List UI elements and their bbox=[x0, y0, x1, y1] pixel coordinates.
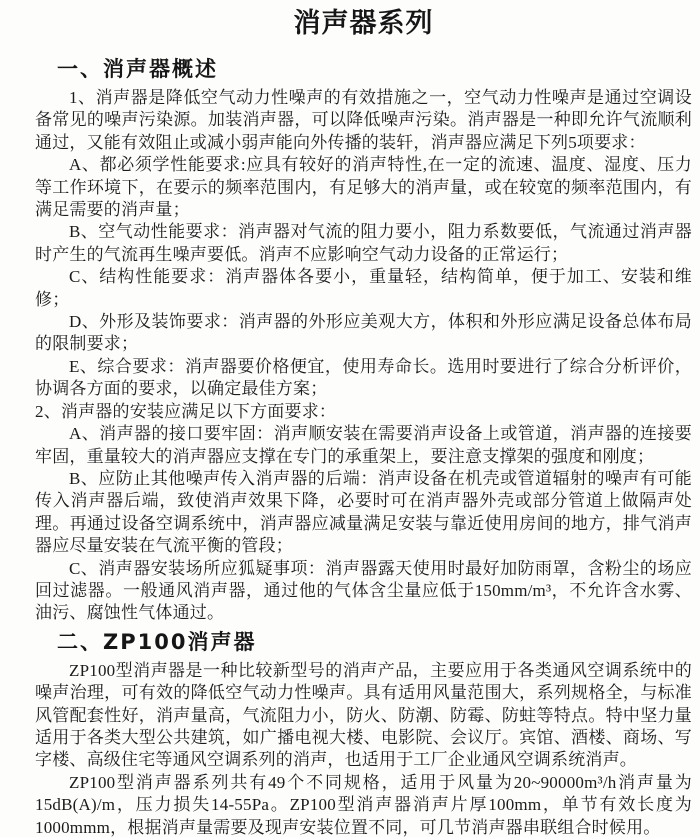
paragraph: ZP100型消声器系列共有49个不同规格，适用于风量为20~90000m³/h消声量为15dB(A)/m，压力损失14-55Pa。ZP100型消声器消声片厚100mm，单节有效长度为1000mmm，根据消声量需要及现声安装位置不同，可几节消声器串联组合时候用。 bbox=[35, 772, 692, 837]
paragraph: B、空气动性能要求：消声器对气流的阻力要小，阻力系数要低，气流通过消声器时产生的气流再生噪声要低。消声不应影响空气动力设备的正常运行； bbox=[35, 222, 692, 264]
paragraph: E、综合要求：消声器要价格便宜，使用寿命长。选用时要进行了综合分析评价，协调各方面的要求，以确定最佳方案； bbox=[35, 356, 692, 399]
paragraph: ZP100型消声器是一种比较新型号的消声产品，主要应用于各类通风空调系统中的噪声治理，可有效的降低空气动力性噪声。具有适用风量范围大，系列规格全，与标准风管配套性好，消声量高，气流阻力小，防火、防潮、防霉、防蛀等特点。特中坚力量适用于各类大型公共建筑，如广播电视大楼、电影院、会议厅。宾馆、酒楼、商场、写字楼、高级住宅等通风空调系列的消声，也适用于工厂企业通风空调系统消声。 bbox=[35, 660, 692, 770]
paragraph: B、应防止其他噪声传入消声器的后端：消声设备在机壳或管道辐射的噪声有可能传入消声器后端，致使消声效果下降，必要时可在消声器外壳或部分管道上做隔声处理。再通过设备空调系统中，消声器应减量满足安装与靠近使用房间的地方，排气消声器应尽量安装在气流平衡的管段； bbox=[35, 468, 692, 556]
paragraph: 1、消声器是降低空气动力性噪声的有效措施之一，空气动力性噪声是通过空调设备常见的噪声污染源。加装消声器，可以降低噪声污染。消声器是一种即允许气流顺利通过，又能有效阻止或减小弱声能向外传播的装轩，消声器应满足下列5项要求： bbox=[35, 88, 692, 152]
paragraph: A、消声器的接口要牢固：消声顺安装在需要消声设备上或管道，消声器的连接要牢固，重量较大的消声器应支撑在专门的承重架上，要注意支撑架的强度和刚度； bbox=[35, 424, 692, 466]
paragraph: A、都必须学性能要求:应具有较好的消声特性,在一定的流速、温度、湿度、压力等工作环境下，在要示的频率范围内，有足够大的消声量，或在较宽的频率范围内，有满足需要的消声量； bbox=[35, 155, 692, 220]
section-heading-overview: 一、消声器概述 bbox=[57, 57, 218, 81]
paragraph: C、消声器安装场所应狐疑事项：消声器露天使用时最好加防雨罩，含粉尘的场应回过滤器。一般通风消声器，通过他的气体含尘量应低于150mm/m³，不允许含水雾、油污、腐蚀性气体通过。 bbox=[35, 558, 692, 623]
paragraph: 2、消声器的安装应满足以下方面要求： bbox=[35, 401, 337, 421]
page-title: 消声器系列 bbox=[293, 8, 434, 39]
section-heading-zp100: 二、ZP100消声器 bbox=[57, 629, 257, 654]
paragraph: C、结构性能要求：消声器体各要小，重量轻，结构简单，便于加工、安装和维修； bbox=[35, 267, 692, 309]
paragraph: D、外形及装饰要求：消声器的外形应美观大方，体积和外形应满足设备总体布局的限制要求； bbox=[35, 312, 692, 354]
